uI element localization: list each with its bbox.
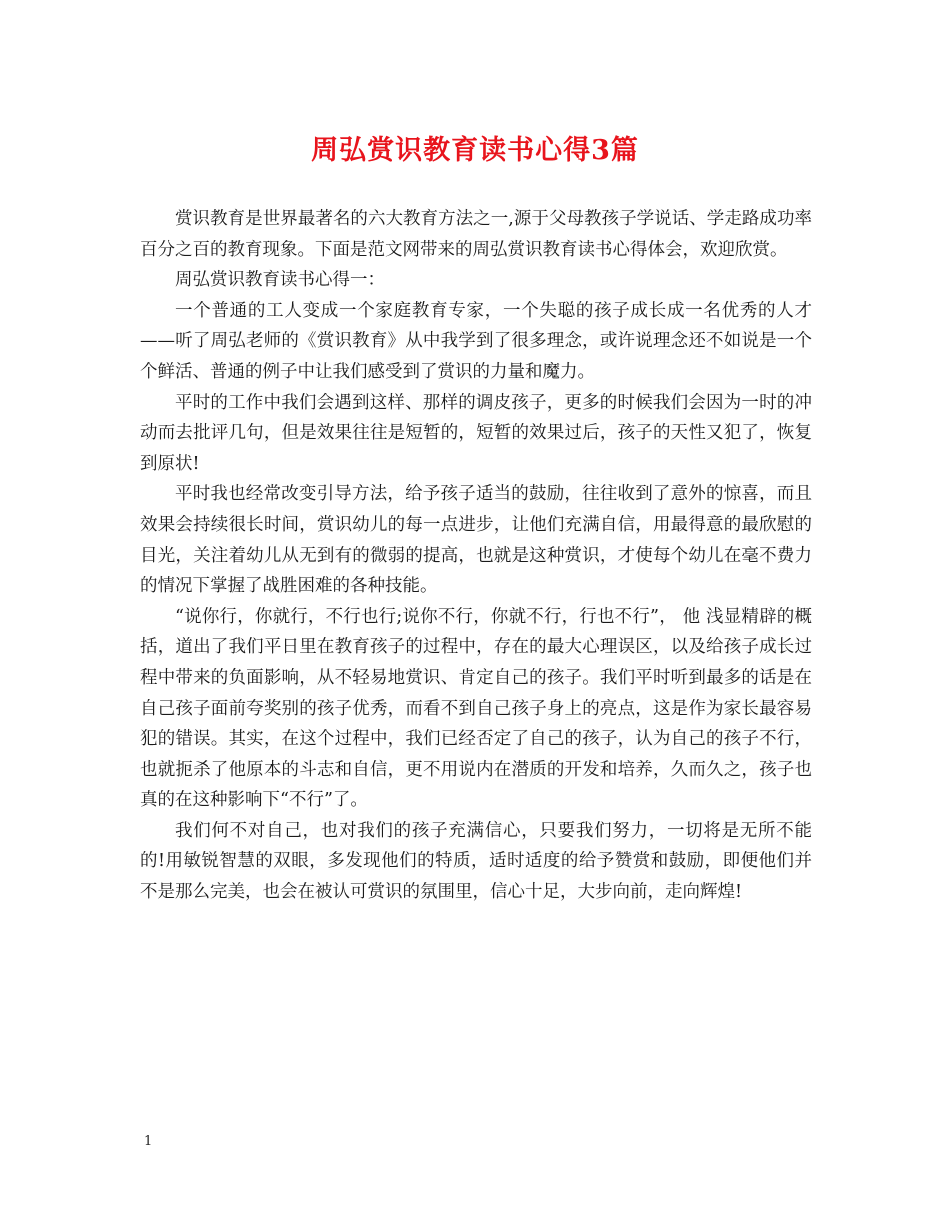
paragraph-intro: 赏识教育是世界最著名的六大教育方法之一,源于父母教孩子学说话、学走路成功率百分之百的教育现象。下面是范文网带来的周弘赏识教育读书心得体会，欢迎欣赏。 xyxy=(140,209,812,260)
paragraph: 我们何不对自己，也对我们的孩子充满信心，只要我们努力，一切将是无所不能的!用敏锐智慧的双眼，多发现他们的特质，适时适度的给予赞赏和鼓励，即便他们并不是那么完美，也会在被认可赏识的氛围里，信心十足，大步向前，走向辉煌! xyxy=(140,820,812,903)
paragraph: 平时的工作中我们会遇到这样、那样的调皮孩子，更多的时候我们会因为一时的冲动而去批评几句，但是效果往往是短暂的，短暂的效果过后，孩子的天性又犯了，恢复到原状! xyxy=(140,392,812,474)
section-heading-one: 周弘赏识教育读书心得一： xyxy=(175,270,385,291)
paragraph: “说你行，你就行，不行也行;说你不行，你就不行，行也不行”， 他 浅显精辟的概括，道出了我们平日里在教育孩子的过程中，存在的最大心理误区，以及给孩子成长过程中带来的负面影响，从不轻易地赏识、肯定自己的孩子。我们平时听到最多的话是在自己孩子面前夸奖别的孩子优秀，而看不到自己孩子身上的亮点，这是作为家长最容易犯的错误。其实，在这个过程中，我们已经否定了自己的孩子，认为自己的孩子不行，也就扼杀了他原本的斗志和自信，更不用说内在潜质的开发和培养，久而久之，孩子也真的在这种影响下“不行”了。 xyxy=(140,606,812,811)
document-body xyxy=(140,204,812,908)
document-title: 周弘赏识教育读书心得3篇 xyxy=(311,135,639,166)
paragraph: 平时我也经常改变引导方法，给予孩子适当的鼓励，往往收到了意外的惊喜，而且效果会持续很长时间，赏识幼儿的每一点进步，让他们充满自信，用最得意的最欣慰的目光，关注着幼儿从无到有的微弱的提高，也就是这种赏识，才使每个幼儿在毫不费力的情况下掌握了战胜困难的各种技能。 xyxy=(140,484,812,597)
page-number: 1 xyxy=(144,1134,153,1149)
paragraph: 一个普通的工人变成一个家庭教育专家，一个失聪的孩子成长成一名优秀的人才——听了周弘老师的《赏识教育》从中我学到了很多理念，或许说理念还不如说是一个个鲜活、普通的例子中让我们感受到了赏识的力量和魔力。 xyxy=(140,300,812,382)
